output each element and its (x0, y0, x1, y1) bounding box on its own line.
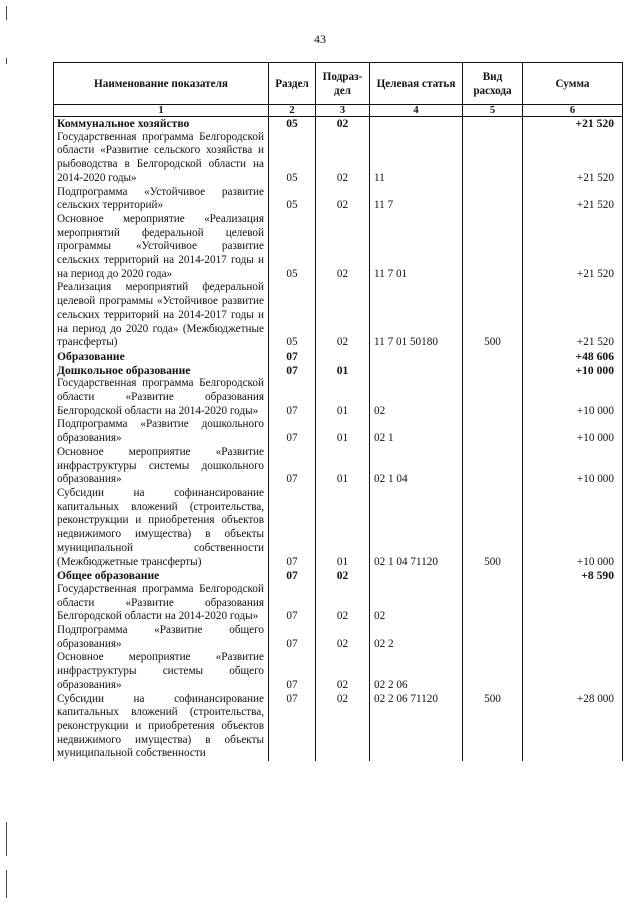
target-article-cell: 02 2 (370, 624, 463, 651)
column-number: 4 (370, 105, 463, 117)
amount-cell: +10 000 (523, 418, 623, 445)
column-number: 5 (463, 105, 523, 117)
indicator-name-cell: Реализация мероприятий федеральной целевой программы «Устойчивое развитие сельских территорий на 2014-2017 годы и на период до 2020 года» (Межбюджетные трансферты) (54, 281, 269, 350)
subsection-cell: 02 (316, 281, 370, 350)
subsection-cell: 02 (316, 213, 370, 282)
target-article-cell: 11 7 (370, 186, 463, 213)
amount-cell: +10 000 (523, 377, 623, 418)
expense-type-cell (463, 418, 523, 445)
table-row (54, 624, 623, 651)
target-article-cell (370, 117, 463, 131)
header-section: Раздел (269, 63, 316, 105)
indicator-name-cell: Государственная программа Белгородской области «Развитие образования Белгородской области на 2014-2020 годы» (54, 583, 269, 624)
table-column-number-row (54, 105, 623, 117)
section-cell: 07 (269, 487, 316, 569)
indicator-name-cell: Государственная программа Белгородской области «Развитие сельского хозяйства и рыбоводства в Белгородской области на 2014-2020 годы» (54, 131, 269, 186)
amount-cell: +21 520 (523, 117, 623, 131)
section-cell: 07 (269, 693, 316, 762)
subsection-cell: 02 (316, 117, 370, 131)
amount-cell: +10 000 (523, 364, 623, 378)
section-cell: 07 (269, 446, 316, 487)
expense-type-cell (463, 624, 523, 651)
table-row (54, 350, 623, 364)
page-number: 43 (314, 32, 326, 46)
section-cell: 07 (269, 418, 316, 445)
section-cell: 07 (269, 377, 316, 418)
subsection-cell: 02 (316, 693, 370, 762)
subsection-cell: 02 (316, 186, 370, 213)
section-cell: 07 (269, 651, 316, 692)
subsection-cell: 01 (316, 418, 370, 445)
expense-type-cell (463, 186, 523, 213)
indicator-name-cell: Подпрограмма «Развитие дошкольного образования» (54, 418, 269, 445)
target-article-cell: 02 (370, 377, 463, 418)
target-article-cell: 02 2 06 71120 (370, 693, 463, 762)
expense-type-cell: 500 (463, 487, 523, 569)
amount-cell: +10 000 (523, 487, 623, 569)
table-row (54, 186, 623, 213)
column-number: 1 (54, 105, 269, 117)
amount-cell (523, 651, 623, 692)
target-article-cell: 02 1 04 (370, 446, 463, 487)
indicator-name-cell: Основное мероприятие «Развитие инфраструктуры системы общего образования» (54, 651, 269, 692)
table-row (54, 583, 623, 624)
indicator-name-cell: Основное мероприятие «Развитие инфраструктуры системы дошкольного образования» (54, 446, 269, 487)
subsection-cell: 01 (316, 487, 370, 569)
header-subsection: Подраз-дел (316, 63, 370, 105)
amount-cell (523, 624, 623, 651)
column-number: 6 (523, 105, 623, 117)
subsection-cell: 02 (316, 624, 370, 651)
section-cell: 05 (269, 117, 316, 131)
amount-cell: +21 520 (523, 281, 623, 350)
section-cell: 05 (269, 186, 316, 213)
budget-table (53, 62, 623, 761)
table-body (54, 117, 623, 762)
table-row (54, 418, 623, 445)
indicator-name-cell: Образование (54, 350, 269, 364)
target-article-cell: 02 (370, 583, 463, 624)
indicator-name-cell: Субсидии на софинансирование капитальных вложений (строительства, реконструкции и приобретения объектов недвижимого имущества) в объекты муниципальной собственности (54, 693, 269, 762)
expense-type-cell (463, 377, 523, 418)
subsection-cell: 01 (316, 377, 370, 418)
table-row (54, 693, 623, 762)
indicator-name-cell: Подпрограмма «Устойчивое развитие сельских территорий» (54, 186, 269, 213)
indicator-name-cell: Субсидии на софинансирование капитальных вложений (строительства, реконструкции и приобретения объектов недвижимого имущества) в объекты муниципальной собственности (Межбюджетные трансферты) (54, 487, 269, 569)
table-row (54, 569, 623, 583)
target-article-cell (370, 364, 463, 378)
scan-margin-mark (6, 822, 7, 856)
expense-type-cell: 500 (463, 693, 523, 762)
table-row (54, 213, 623, 282)
indicator-name-cell: Подпрограмма «Развитие общего образования» (54, 624, 269, 651)
table-row (54, 651, 623, 692)
section-cell: 07 (269, 583, 316, 624)
indicator-name-cell: Основное мероприятие «Реализация мероприятий федеральной целевой программы «Устойчивое развитие сельских территорий на 2014-2017 годы и на период до 2020 года» (54, 213, 269, 282)
table-row (54, 377, 623, 418)
expense-type-cell: 500 (463, 281, 523, 350)
table-row (54, 364, 623, 378)
subsection-cell: 02 (316, 583, 370, 624)
section-cell: 07 (269, 569, 316, 583)
table-row (54, 446, 623, 487)
expense-type-cell (463, 583, 523, 624)
target-article-cell (370, 350, 463, 364)
subsection-cell: 01 (316, 364, 370, 378)
target-article-cell: 11 (370, 131, 463, 186)
column-number: 3 (316, 105, 370, 117)
table-header-row (54, 63, 623, 105)
amount-cell (523, 583, 623, 624)
subsection-cell: 02 (316, 569, 370, 583)
amount-cell: +21 520 (523, 213, 623, 282)
amount-cell: +8 590 (523, 569, 623, 583)
amount-cell: +21 520 (523, 131, 623, 186)
expense-type-cell (463, 131, 523, 186)
target-article-cell: 02 1 (370, 418, 463, 445)
amount-cell: +10 000 (523, 446, 623, 487)
target-article-cell (370, 569, 463, 583)
subsection-cell (316, 350, 370, 364)
header-expense-type: Вид расхода (463, 63, 523, 105)
expense-type-cell (463, 569, 523, 583)
column-number: 2 (269, 105, 316, 117)
section-cell: 05 (269, 131, 316, 186)
expense-type-cell (463, 364, 523, 378)
indicator-name-cell: Дошкольное образование (54, 364, 269, 378)
header-target-article: Целевая статья (370, 63, 463, 105)
header-amount: Сумма (523, 63, 623, 105)
header-indicator-name: Наименование показателя (54, 63, 269, 105)
subsection-cell: 02 (316, 651, 370, 692)
expense-type-cell (463, 446, 523, 487)
indicator-name-cell: Государственная программа Белгородской области «Развитие образования Белгородской области на 2014-2020 годы» (54, 377, 269, 418)
subsection-cell: 02 (316, 131, 370, 186)
amount-cell: +28 000 (523, 693, 623, 762)
table-row (54, 487, 623, 569)
scan-margin-mark (6, 58, 7, 64)
subsection-cell: 01 (316, 446, 370, 487)
indicator-name-cell: Общее образование (54, 569, 269, 583)
section-cell: 07 (269, 364, 316, 378)
scan-margin-mark (6, 6, 7, 20)
amount-cell: +48 606 (523, 350, 623, 364)
expense-type-cell (463, 117, 523, 131)
section-cell: 05 (269, 213, 316, 282)
expense-type-cell (463, 213, 523, 282)
section-cell: 07 (269, 624, 316, 651)
target-article-cell: 02 2 06 (370, 651, 463, 692)
target-article-cell: 02 1 04 71120 (370, 487, 463, 569)
amount-cell: +21 520 (523, 186, 623, 213)
indicator-name-cell: Коммунальное хозяйство (54, 117, 269, 131)
table-row (54, 117, 623, 131)
section-cell: 05 (269, 281, 316, 350)
table-row (54, 131, 623, 186)
target-article-cell: 11 7 01 50180 (370, 281, 463, 350)
scan-margin-mark (6, 870, 7, 898)
section-cell: 07 (269, 350, 316, 364)
expense-type-cell (463, 651, 523, 692)
target-article-cell: 11 7 01 (370, 213, 463, 282)
expense-type-cell (463, 350, 523, 364)
table-row (54, 281, 623, 350)
